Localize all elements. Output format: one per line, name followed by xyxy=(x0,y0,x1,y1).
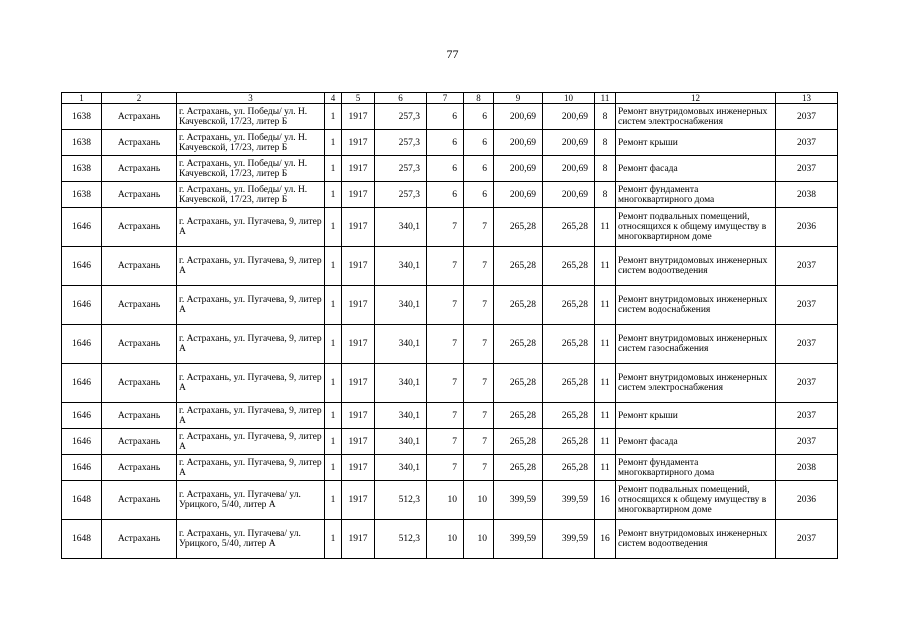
cell-col-7: 7 xyxy=(427,403,464,429)
column-header: 12 xyxy=(616,93,776,104)
cell-col-12: Ремонт крыши xyxy=(616,130,776,156)
cell-col-6: 340,1 xyxy=(375,208,427,247)
cell-col-6: 340,1 xyxy=(375,286,427,325)
cell-col-13: 2037 xyxy=(776,286,838,325)
cell-col-7: 6 xyxy=(427,182,464,208)
cell-col-5: 1917 xyxy=(342,104,375,130)
cell-col-7: 6 xyxy=(427,130,464,156)
cell-col-3: г. Астрахань, ул. Пугачева, 9, литер А xyxy=(177,364,325,403)
cell-col-4: 1 xyxy=(325,247,342,286)
cell-col-1: 1646 xyxy=(62,403,102,429)
cell-col-3: г. Астрахань, ул. Победы/ ул. Н. Качуевской, 17/23, литер Б xyxy=(177,156,325,182)
cell-col-5: 1917 xyxy=(342,429,375,455)
cell-col-1: 1646 xyxy=(62,208,102,247)
cell-col-11: 8 xyxy=(595,130,616,156)
cell-col-7: 7 xyxy=(427,364,464,403)
cell-col-1: 1646 xyxy=(62,247,102,286)
cell-col-10: 265,28 xyxy=(543,429,595,455)
table-row xyxy=(62,208,838,247)
cell-col-12: Ремонт фасада xyxy=(616,156,776,182)
table-row xyxy=(62,364,838,403)
cell-col-5: 1917 xyxy=(342,481,375,520)
cell-col-9: 265,28 xyxy=(494,208,543,247)
cell-col-12: Ремонт фундамента многоквартирного дома xyxy=(616,182,776,208)
cell-col-4: 1 xyxy=(325,182,342,208)
cell-col-13: 2037 xyxy=(776,364,838,403)
cell-col-4: 1 xyxy=(325,325,342,364)
cell-col-2: Астрахань xyxy=(102,182,177,208)
cell-col-7: 10 xyxy=(427,481,464,520)
cell-col-11: 16 xyxy=(595,520,616,559)
cell-col-7: 7 xyxy=(427,325,464,364)
cell-col-11: 8 xyxy=(595,156,616,182)
cell-col-3: г. Астрахань, ул. Пугачева, 9, литер А xyxy=(177,429,325,455)
cell-col-13: 2037 xyxy=(776,130,838,156)
cell-col-9: 200,69 xyxy=(494,156,543,182)
cell-col-2: Астрахань xyxy=(102,520,177,559)
cell-col-8: 7 xyxy=(464,364,494,403)
cell-col-9: 200,69 xyxy=(494,104,543,130)
cell-col-4: 1 xyxy=(325,130,342,156)
repair-schedule-table xyxy=(61,92,838,559)
cell-col-3: г. Астрахань, ул. Пугачева/ ул. Урицкого, 5/40, литер А xyxy=(177,520,325,559)
cell-col-1: 1646 xyxy=(62,325,102,364)
cell-col-2: Астрахань xyxy=(102,247,177,286)
cell-col-4: 1 xyxy=(325,104,342,130)
cell-col-3: г. Астрахань, ул. Пугачева, 9, литер А xyxy=(177,286,325,325)
cell-col-10: 265,28 xyxy=(543,286,595,325)
cell-col-3: г. Астрахань, ул. Победы/ ул. Н. Качуевской, 17/23, литер Б xyxy=(177,182,325,208)
cell-col-10: 200,69 xyxy=(543,156,595,182)
cell-col-7: 7 xyxy=(427,429,464,455)
cell-col-5: 1917 xyxy=(342,130,375,156)
cell-col-1: 1646 xyxy=(62,429,102,455)
cell-col-9: 399,59 xyxy=(494,481,543,520)
cell-col-12: Ремонт внутридомовых инженерных систем электроснабжения xyxy=(616,364,776,403)
cell-col-5: 1917 xyxy=(342,403,375,429)
cell-col-8: 7 xyxy=(464,325,494,364)
cell-col-5: 1917 xyxy=(342,286,375,325)
column-header: 13 xyxy=(776,93,838,104)
table-row xyxy=(62,286,838,325)
cell-col-8: 10 xyxy=(464,520,494,559)
cell-col-5: 1917 xyxy=(342,364,375,403)
cell-col-6: 257,3 xyxy=(375,130,427,156)
cell-col-7: 7 xyxy=(427,286,464,325)
cell-col-2: Астрахань xyxy=(102,286,177,325)
cell-col-9: 399,59 xyxy=(494,520,543,559)
cell-col-7: 7 xyxy=(427,247,464,286)
cell-col-11: 11 xyxy=(595,208,616,247)
cell-col-11: 11 xyxy=(595,403,616,429)
cell-col-2: Астрахань xyxy=(102,130,177,156)
column-header: 11 xyxy=(595,93,616,104)
cell-col-6: 340,1 xyxy=(375,325,427,364)
cell-col-11: 11 xyxy=(595,429,616,455)
cell-col-13: 2038 xyxy=(776,182,838,208)
cell-col-9: 200,69 xyxy=(494,130,543,156)
table-row xyxy=(62,403,838,429)
cell-col-6: 257,3 xyxy=(375,182,427,208)
cell-col-7: 7 xyxy=(427,455,464,481)
cell-col-11: 11 xyxy=(595,286,616,325)
cell-col-1: 1646 xyxy=(62,286,102,325)
cell-col-11: 11 xyxy=(595,325,616,364)
cell-col-12: Ремонт внутридомовых инженерных систем водоотведения xyxy=(616,247,776,286)
cell-col-2: Астрахань xyxy=(102,364,177,403)
cell-col-6: 512,3 xyxy=(375,481,427,520)
cell-col-9: 265,28 xyxy=(494,403,543,429)
cell-col-2: Астрахань xyxy=(102,429,177,455)
cell-col-4: 1 xyxy=(325,403,342,429)
column-header: 5 xyxy=(342,93,375,104)
cell-col-8: 7 xyxy=(464,247,494,286)
column-header: 7 xyxy=(427,93,464,104)
cell-col-12: Ремонт подвальных помещений, относящихся к общему имуществу в многоквартирном доме xyxy=(616,481,776,520)
cell-col-1: 1638 xyxy=(62,156,102,182)
cell-col-10: 265,28 xyxy=(543,455,595,481)
cell-col-12: Ремонт подвальных помещений, относящихся к общему имуществу в многоквартирном доме xyxy=(616,208,776,247)
cell-col-13: 2036 xyxy=(776,481,838,520)
cell-col-6: 512,3 xyxy=(375,520,427,559)
table-row xyxy=(62,520,838,559)
cell-col-9: 265,28 xyxy=(494,455,543,481)
cell-col-13: 2036 xyxy=(776,208,838,247)
cell-col-11: 11 xyxy=(595,247,616,286)
cell-col-6: 340,1 xyxy=(375,247,427,286)
cell-col-10: 265,28 xyxy=(543,403,595,429)
page-number: 77 xyxy=(446,47,459,61)
cell-col-4: 1 xyxy=(325,481,342,520)
cell-col-4: 1 xyxy=(325,364,342,403)
cell-col-11: 11 xyxy=(595,364,616,403)
cell-col-10: 200,69 xyxy=(543,130,595,156)
header-row xyxy=(62,93,838,104)
cell-col-2: Астрахань xyxy=(102,325,177,364)
column-header: 6 xyxy=(375,93,427,104)
cell-col-8: 6 xyxy=(464,156,494,182)
cell-col-3: г. Астрахань, ул. Победы/ ул. Н. Качуевской, 17/23, литер Б xyxy=(177,104,325,130)
cell-col-12: Ремонт внутридомовых инженерных систем электроснабжения xyxy=(616,104,776,130)
cell-col-5: 1917 xyxy=(342,156,375,182)
cell-col-3: г. Астрахань, ул. Пугачева, 9, литер А xyxy=(177,247,325,286)
cell-col-4: 1 xyxy=(325,429,342,455)
cell-col-5: 1917 xyxy=(342,182,375,208)
cell-col-9: 265,28 xyxy=(494,286,543,325)
cell-col-5: 1917 xyxy=(342,208,375,247)
cell-col-3: г. Астрахань, ул. Пугачева/ ул. Урицкого, 5/40, литер А xyxy=(177,481,325,520)
cell-col-12: Ремонт внутридомовых инженерных систем водоснабжения xyxy=(616,286,776,325)
cell-col-3: г. Астрахань, ул. Пугачева, 9, литер А xyxy=(177,455,325,481)
column-header: 2 xyxy=(102,93,177,104)
cell-col-6: 340,1 xyxy=(375,403,427,429)
cell-col-8: 7 xyxy=(464,208,494,247)
cell-col-10: 265,28 xyxy=(543,325,595,364)
cell-col-12: Ремонт крыши xyxy=(616,403,776,429)
cell-col-13: 2037 xyxy=(776,429,838,455)
cell-col-13: 2038 xyxy=(776,455,838,481)
cell-col-3: г. Астрахань, ул. Пугачева, 9, литер А xyxy=(177,325,325,364)
cell-col-3: г. Астрахань, ул. Победы/ ул. Н. Качуевской, 17/23, литер Б xyxy=(177,130,325,156)
cell-col-9: 265,28 xyxy=(494,247,543,286)
cell-col-10: 265,28 xyxy=(543,247,595,286)
cell-col-5: 1917 xyxy=(342,325,375,364)
cell-col-6: 340,1 xyxy=(375,364,427,403)
cell-col-7: 10 xyxy=(427,520,464,559)
cell-col-10: 399,59 xyxy=(543,481,595,520)
cell-col-8: 7 xyxy=(464,286,494,325)
cell-col-5: 1917 xyxy=(342,520,375,559)
table-row xyxy=(62,481,838,520)
cell-col-11: 16 xyxy=(595,481,616,520)
cell-col-11: 8 xyxy=(595,104,616,130)
cell-col-12: Ремонт фасада xyxy=(616,429,776,455)
cell-col-10: 399,59 xyxy=(543,520,595,559)
cell-col-1: 1638 xyxy=(62,182,102,208)
cell-col-10: 265,28 xyxy=(543,208,595,247)
column-header: 3 xyxy=(177,93,325,104)
cell-col-3: г. Астрахань, ул. Пугачева, 9, литер А xyxy=(177,403,325,429)
table-row xyxy=(62,325,838,364)
cell-col-1: 1648 xyxy=(62,481,102,520)
cell-col-2: Астрахань xyxy=(102,208,177,247)
table-row xyxy=(62,182,838,208)
cell-col-11: 11 xyxy=(595,455,616,481)
cell-col-8: 10 xyxy=(464,481,494,520)
cell-col-7: 7 xyxy=(427,208,464,247)
cell-col-10: 200,69 xyxy=(543,104,595,130)
cell-col-1: 1646 xyxy=(62,455,102,481)
cell-col-12: Ремонт внутридомовых инженерных систем водоотведения xyxy=(616,520,776,559)
column-header: 10 xyxy=(543,93,595,104)
cell-col-6: 257,3 xyxy=(375,104,427,130)
table-row xyxy=(62,156,838,182)
cell-col-13: 2037 xyxy=(776,104,838,130)
cell-col-9: 265,28 xyxy=(494,325,543,364)
cell-col-9: 265,28 xyxy=(494,429,543,455)
cell-col-13: 2037 xyxy=(776,403,838,429)
cell-col-1: 1648 xyxy=(62,520,102,559)
cell-col-4: 1 xyxy=(325,455,342,481)
cell-col-1: 1638 xyxy=(62,104,102,130)
cell-col-10: 265,28 xyxy=(543,364,595,403)
cell-col-3: г. Астрахань, ул. Пугачева, 9, литер А xyxy=(177,208,325,247)
cell-col-2: Астрахань xyxy=(102,481,177,520)
column-header: 4 xyxy=(325,93,342,104)
cell-col-9: 265,28 xyxy=(494,364,543,403)
table-row xyxy=(62,104,838,130)
cell-col-5: 1917 xyxy=(342,455,375,481)
cell-col-8: 7 xyxy=(464,403,494,429)
cell-col-10: 200,69 xyxy=(543,182,595,208)
column-header: 1 xyxy=(62,93,102,104)
cell-col-13: 2037 xyxy=(776,325,838,364)
cell-col-8: 7 xyxy=(464,455,494,481)
table-row xyxy=(62,247,838,286)
cell-col-8: 6 xyxy=(464,130,494,156)
cell-col-2: Астрахань xyxy=(102,156,177,182)
column-header: 9 xyxy=(494,93,543,104)
cell-col-1: 1646 xyxy=(62,364,102,403)
cell-col-8: 6 xyxy=(464,104,494,130)
table-row xyxy=(62,130,838,156)
cell-col-2: Астрахань xyxy=(102,403,177,429)
cell-col-9: 200,69 xyxy=(494,182,543,208)
column-header: 8 xyxy=(464,93,494,104)
cell-col-5: 1917 xyxy=(342,247,375,286)
table-row xyxy=(62,455,838,481)
cell-col-12: Ремонт фундамента многоквартирного дома xyxy=(616,455,776,481)
cell-col-13: 2037 xyxy=(776,520,838,559)
cell-col-1: 1638 xyxy=(62,130,102,156)
cell-col-4: 1 xyxy=(325,208,342,247)
cell-col-7: 6 xyxy=(427,104,464,130)
cell-col-11: 8 xyxy=(595,182,616,208)
cell-col-6: 340,1 xyxy=(375,455,427,481)
table-row xyxy=(62,429,838,455)
cell-col-7: 6 xyxy=(427,156,464,182)
cell-col-4: 1 xyxy=(325,286,342,325)
cell-col-12: Ремонт внутридомовых инженерных систем газоснабжения xyxy=(616,325,776,364)
cell-col-13: 2037 xyxy=(776,247,838,286)
cell-col-8: 6 xyxy=(464,182,494,208)
cell-col-6: 257,3 xyxy=(375,156,427,182)
cell-col-2: Астрахань xyxy=(102,455,177,481)
cell-col-2: Астрахань xyxy=(102,104,177,130)
table-body xyxy=(62,93,838,559)
cell-col-4: 1 xyxy=(325,520,342,559)
cell-col-6: 340,1 xyxy=(375,429,427,455)
cell-col-4: 1 xyxy=(325,156,342,182)
cell-col-13: 2037 xyxy=(776,156,838,182)
cell-col-8: 7 xyxy=(464,429,494,455)
